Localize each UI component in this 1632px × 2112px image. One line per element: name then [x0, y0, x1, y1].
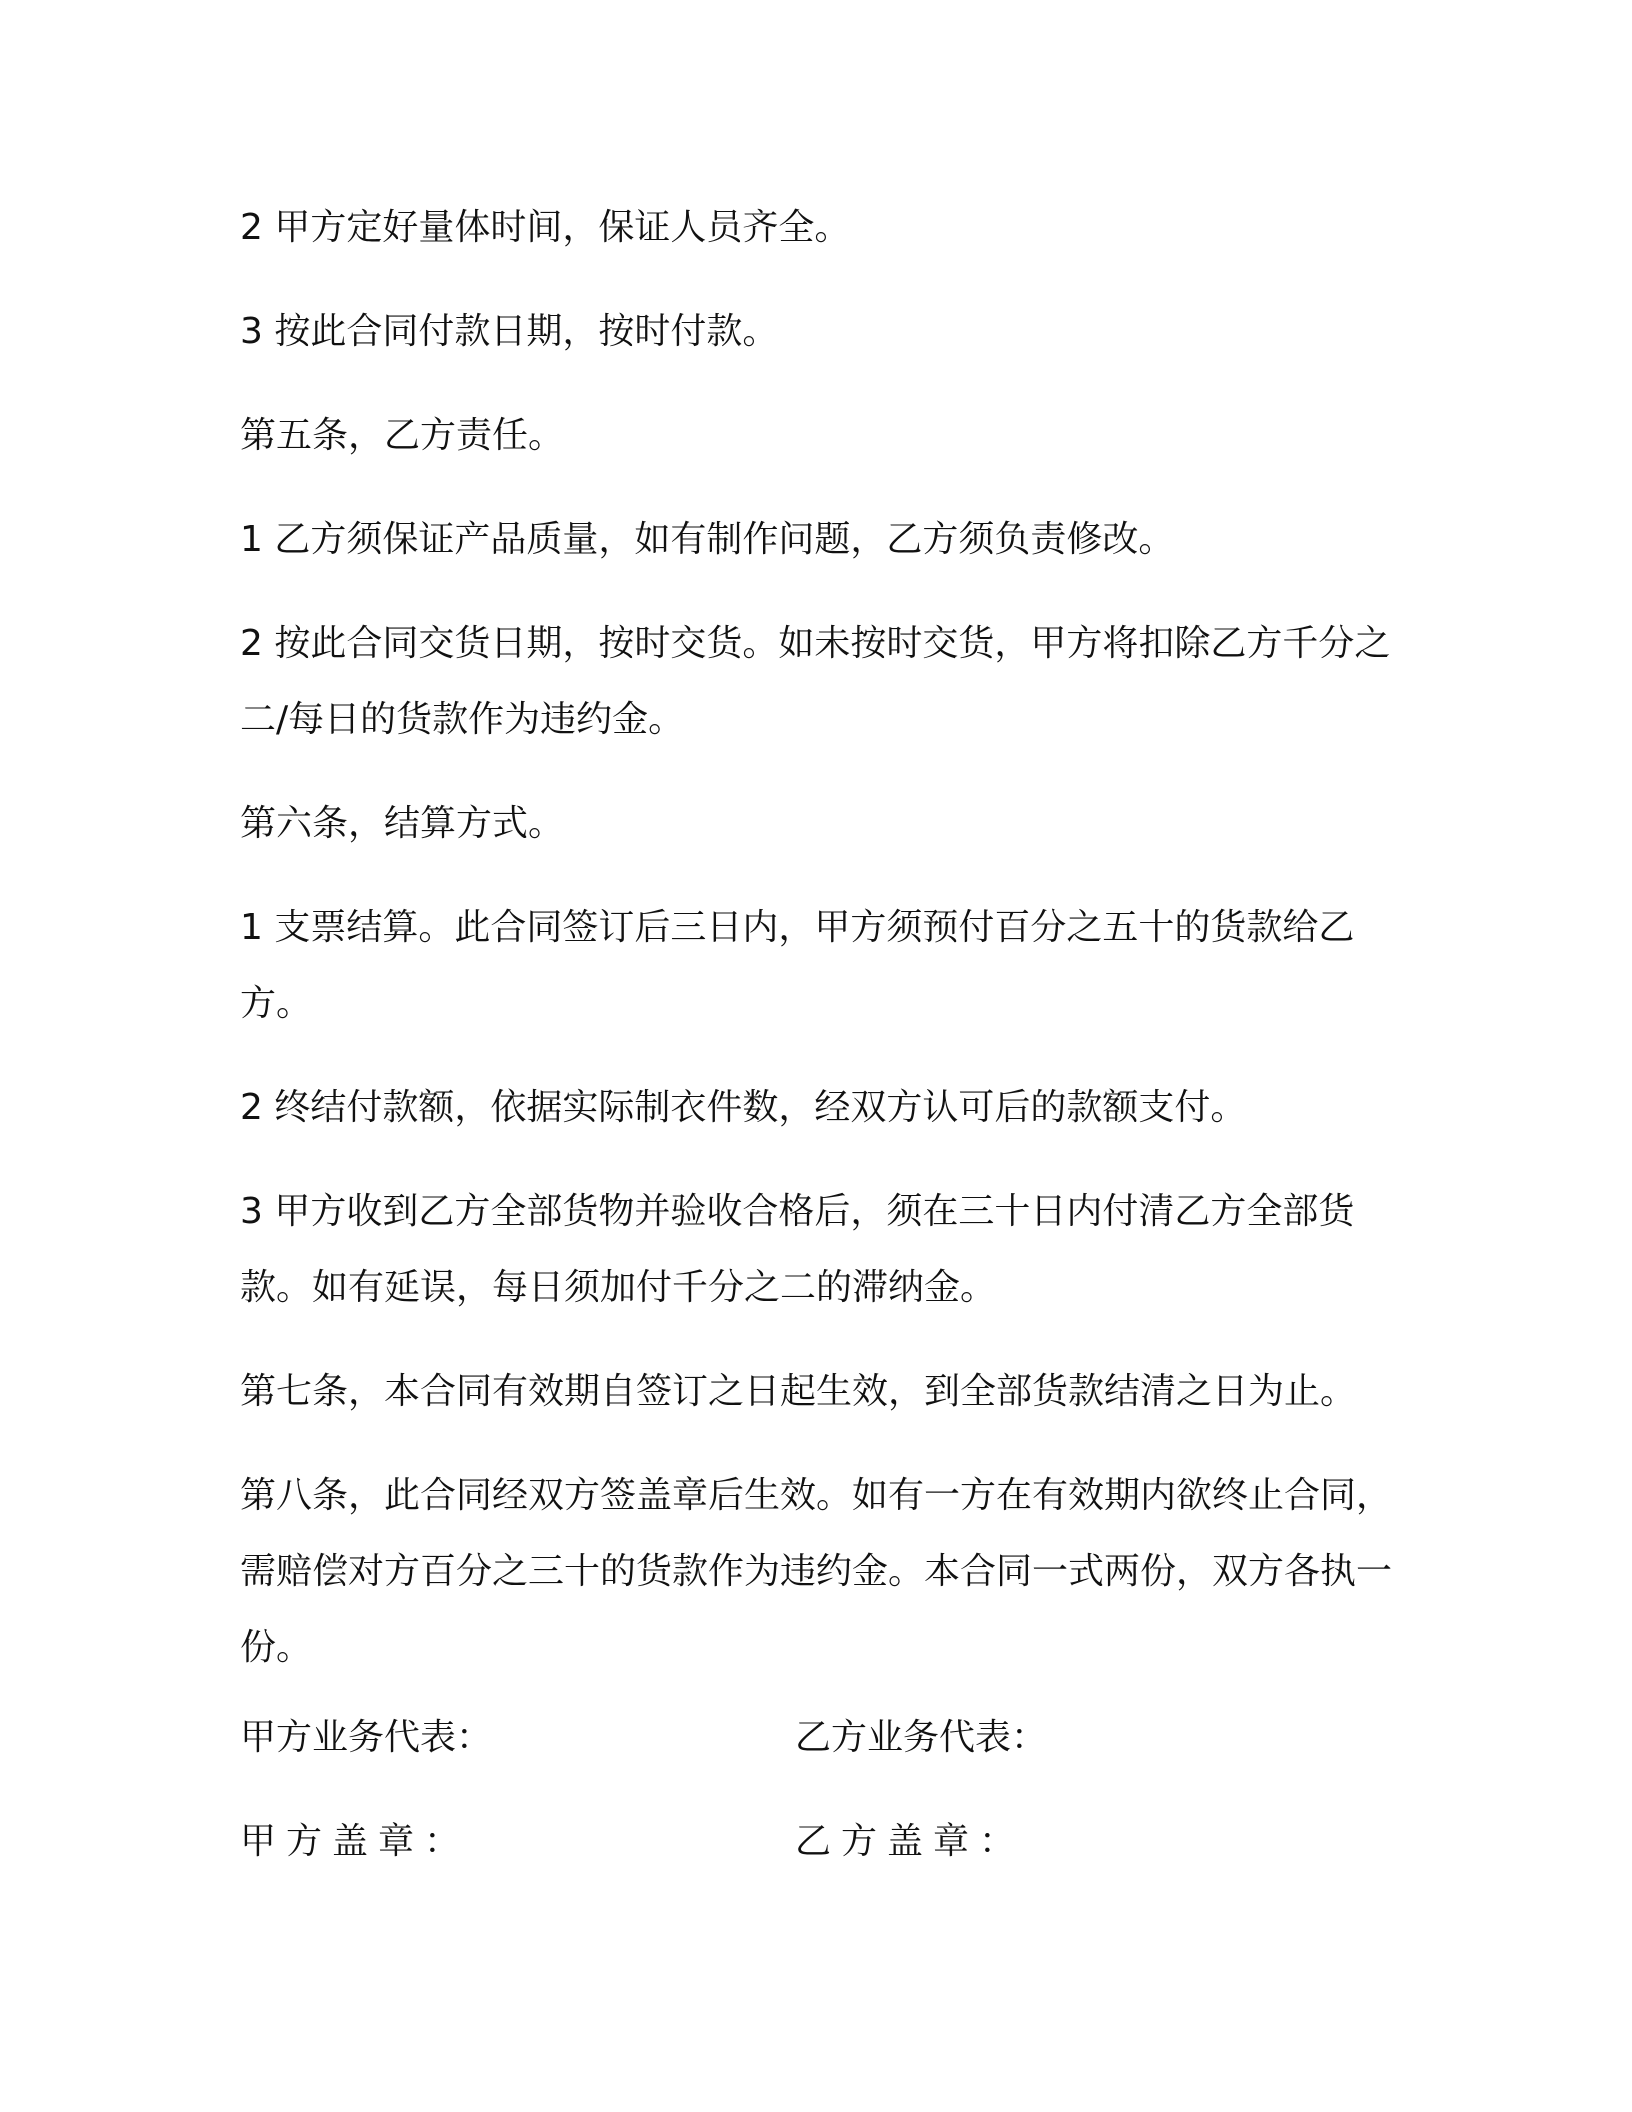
contract-body — [240, 190, 1400, 1714]
signature-seal-row — [240, 1804, 1400, 1880]
clause-5-item-1: 1 乙方须保证产品质量，如有制作问题，乙方须负责修改。 — [240, 519, 1175, 560]
clause-5-item-2: 2 按此合同交货日期，按时交货。如未按时交货，甲方将扣除乙方千分之二/每日的货款作为违约金。 — [240, 623, 1391, 740]
signature-rep-row — [240, 1700, 1400, 1776]
party-b-seal-label: 乙方盖章： — [795, 1821, 1026, 1862]
clause-5-heading: 第五条，乙方责任。 — [240, 415, 565, 456]
clause-6-item-3: 3 甲方收到乙方全部货物并验收合格后，须在三十日内付清乙方全部货款。如有延误，每日须加付千分之二的滞纳金。 — [240, 1191, 1355, 1308]
party-a-rep-label: 甲方业务代表： — [240, 1717, 493, 1758]
party-b-rep-label: 乙方业务代表： — [795, 1717, 1048, 1758]
clause-6-item-1: 1 支票结算。此合同签订后三日内，甲方须预付百分之五十的货款给乙方。 — [240, 907, 1355, 1024]
clause-4-item-3: 3 按此合同付款日期，按时付款。 — [240, 311, 779, 352]
party-a-seal-label: 甲方盖章： — [240, 1821, 471, 1862]
clause-6-heading: 第六条，结算方式。 — [240, 803, 565, 844]
clause-7: 第七条，本合同有效期自签订之日起生效，到全部货款结清之日为止。 — [240, 1371, 1357, 1412]
clause-6-item-2: 2 终结付款额，依据实际制衣件数，经双方认可后的款额支付。 — [240, 1087, 1247, 1128]
clause-4-item-2: 2 甲方定好量体时间，保证人员齐全。 — [240, 207, 851, 248]
clause-8: 第八条，此合同经双方签盖章后生效。如有一方在有效期内欲终止合同，需赔偿对方百分之三十的货款作为违约金。本合同一式两份，双方各执一份。 — [240, 1475, 1393, 1668]
